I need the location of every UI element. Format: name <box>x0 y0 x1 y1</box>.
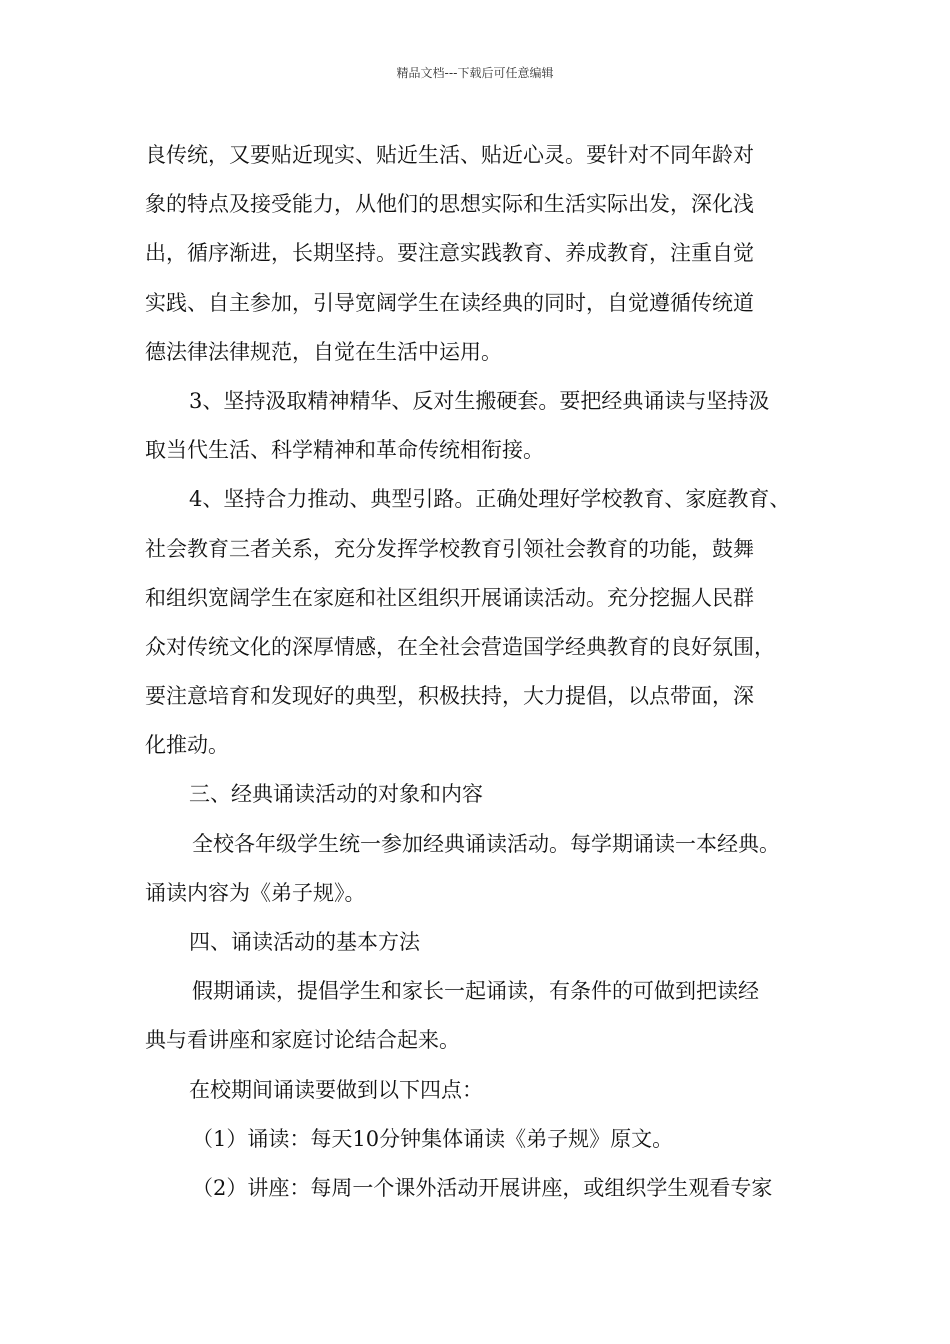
document-body <box>145 131 835 1213</box>
text-line: 实践、自主参加，引导宽阔学生在读经典的同时，自觉遵循传统道 <box>145 290 754 315</box>
text-line: 要注意培育和发现好的典型，积极扶持，大力提倡，以点带面，深 <box>145 684 754 709</box>
text-line: 四、诵读活动的基本方法 <box>189 930 420 954</box>
text-line: 德法律法律规范，自觉在生活中运用。 <box>145 339 502 364</box>
text-line: 全校各年级学生统一参加经典诵读活动。每学期诵读一本经典。 <box>192 831 780 856</box>
text-line: 典与看讲座和家庭讨论结合起来。 <box>145 1028 460 1053</box>
text-line: 众对传统文化的深厚情感，在全社会营造国学经典教育的良好氛围， <box>145 634 775 659</box>
text-line: （2）讲座：每周一个课外活动开展讲座，或组织学生观看专家 <box>192 1175 773 1200</box>
text-line: 良传统，又要贴近现实、贴近生活、贴近心灵。要针对不同年龄对 <box>145 143 754 167</box>
text-line: 出，循序渐进，长期坚持。要注意实践教育、养成教育，注重自觉 <box>145 241 754 266</box>
text-line: 取当代生活、科学精神和革命传统相衔接。 <box>145 438 544 463</box>
text-line: 4、坚持合力推动、典型引路。正确处理好学校教育、家庭教育、 <box>189 487 791 512</box>
text-line: 在校期间诵读要做到以下四点： <box>189 1077 483 1102</box>
text-line: 化推动。 <box>145 733 229 758</box>
text-line: 诵读内容为《弟子规》。 <box>145 880 366 905</box>
page-header: 精品文档---下载后可任意编辑 <box>396 66 554 80</box>
text-line: 3、坚持汲取精神精华、反对生搬硬套。要把经典诵读与坚持汲 <box>189 388 770 413</box>
text-line: 社会教育三者关系，充分发挥学校教育引领社会教育的功能，鼓舞 <box>145 536 754 561</box>
text-line: 象的特点及接受能力，从他们的思想实际和生活实际出发，深化浅 <box>145 192 754 217</box>
text-line: 三、经典诵读活动的对象和内容 <box>189 782 483 807</box>
text-line: （1）诵读：每天10分钟集体诵读《弟子规》原文。 <box>192 1126 674 1151</box>
text-line: 和组织宽阔学生在家庭和社区组织开展诵读活动。充分挖掘人民群 <box>145 585 754 610</box>
text-line: 假期诵读，提倡学生和家长一起诵读，有条件的可做到把读经 <box>192 979 759 1004</box>
